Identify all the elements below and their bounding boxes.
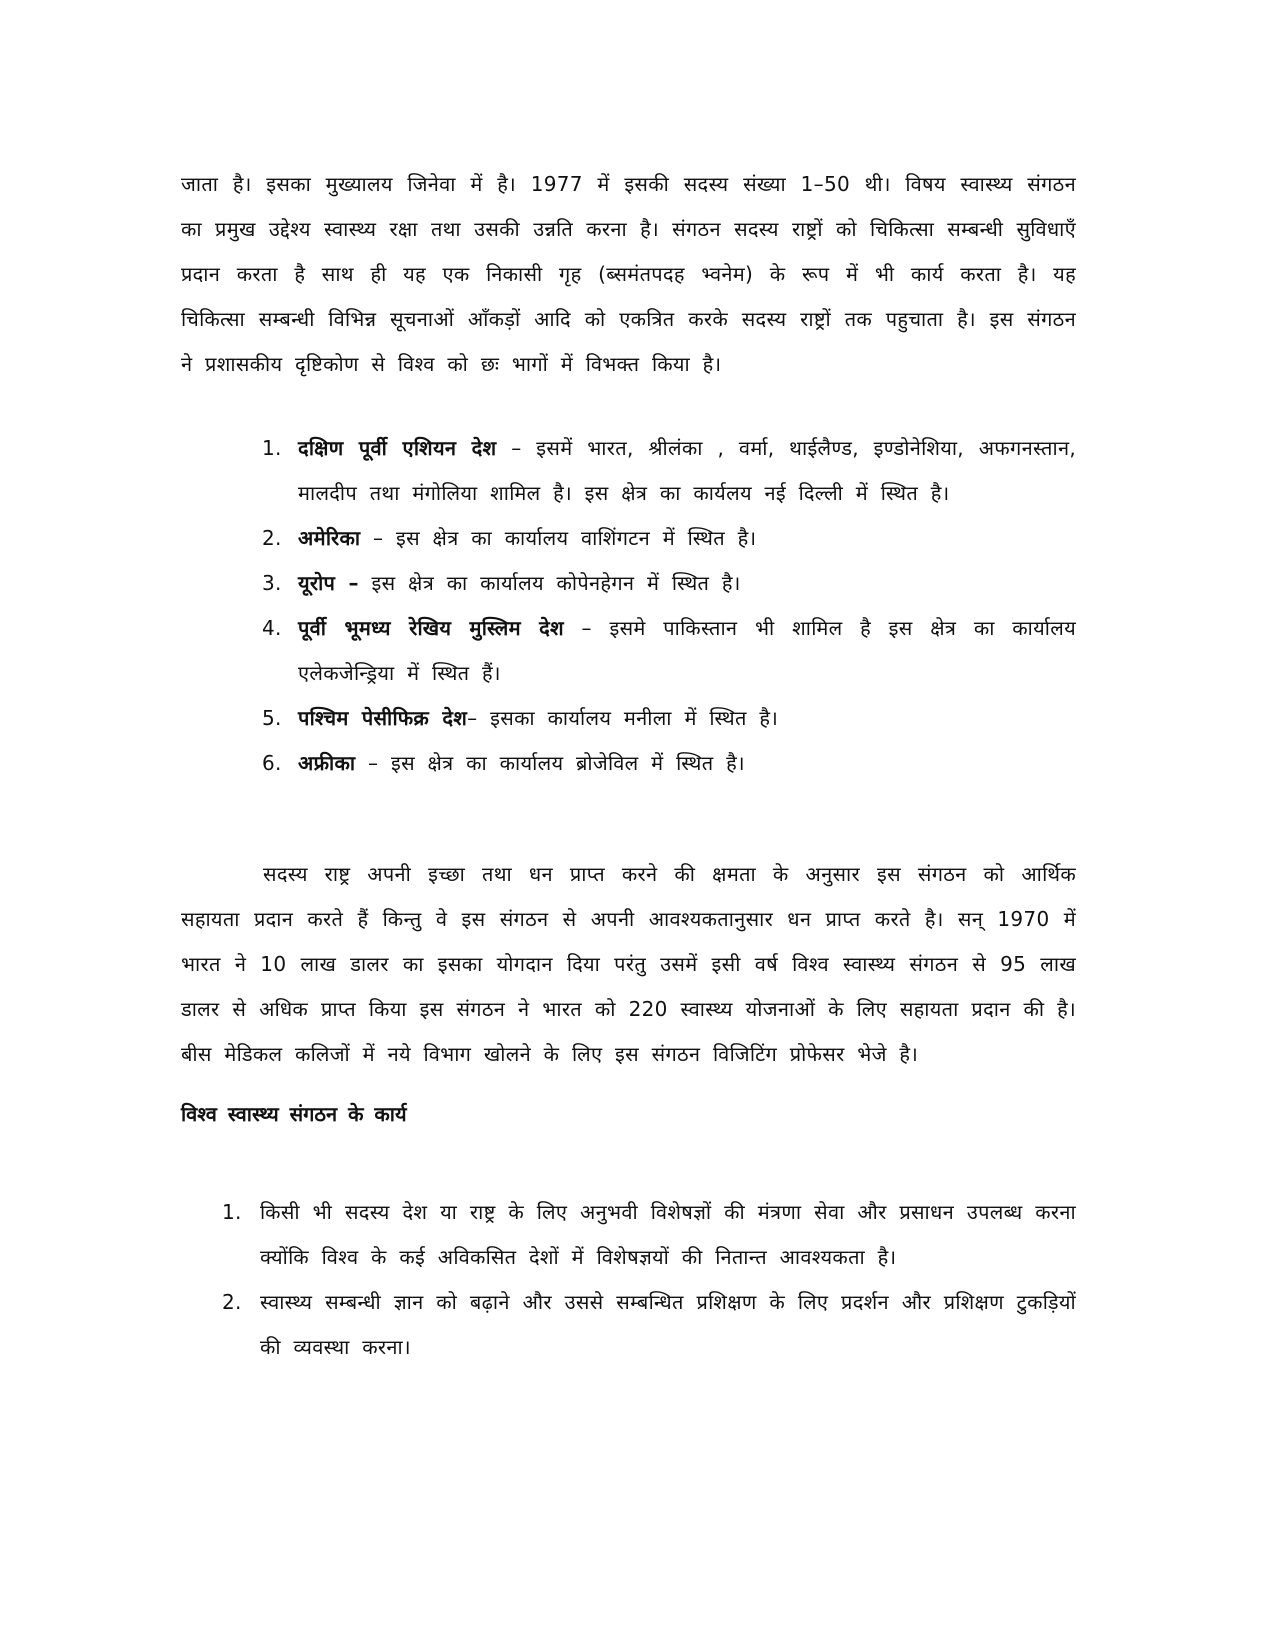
list-number: 5. bbox=[262, 706, 282, 730]
region-description: – इस क्षेत्र का कार्यालय ब्रोजेविल में स्थित है। bbox=[355, 751, 745, 775]
region-name: पूर्वी भूमध्य रेखिय मुस्लिम देश bbox=[298, 616, 564, 640]
region-description: – इसमें भारत, श्रीलंका , वर्मा, थाईलैण्ड, इण्डोनेशिया, अफगनस्तान, मालदीप तथा मंगोलिया शामिल है। इस क्षेत्र का कार्यलय नई दिल्ली में स्थित है। bbox=[298, 436, 1076, 505]
function-item bbox=[222, 1190, 1076, 1280]
region-item bbox=[262, 696, 1076, 741]
list-number: 3. bbox=[262, 571, 282, 595]
list-number: 6. bbox=[262, 751, 282, 775]
funding-paragraph: सदस्य राष्ट्र अपनी इच्छा तथा धन प्राप्त करने की क्षमता के अनुसार इस संगठन को आर्थिक सहायता प्रदान करते हैं किन्तु वे इस संगठन से अपनी आवश्यकतानुसार धन प्राप्त करते है। सन् 1970 में भारत ने 10 लाख डालर का इसका योगदान दिया परंतु उसमें इसी वर्ष विश्व स्वास्थ्य संगठन से 95 लाख डालर से अधिक प्राप्त किया इस संगठन ने भारत को 220 स्वास्थ्य योजनाओं के लिए सहायता प्रदान की है। बीस मेडिकल कलिजों में नये विभाग खोलने के लिए इस संगठन विजिटिंग प्रोफेसर भेजे है। bbox=[181, 862, 1076, 1066]
region-name: अमेरिका bbox=[298, 526, 361, 550]
region-name: यूरोप – bbox=[298, 571, 359, 595]
function-text: किसी भी सदस्य देश या राष्ट्र के लिए अनुभवी विशेषज्ञों की मंत्रणा सेवा और प्रसाधन उपलब्ध करना क्योंकि विश्व के कई अविकसित देशों में विशेषज्ञयों की नितान्त आवश्यकता है। bbox=[260, 1200, 1076, 1269]
list-number: 1. bbox=[222, 1200, 242, 1224]
region-item bbox=[262, 741, 1076, 786]
list-number: 2. bbox=[222, 1290, 242, 1314]
functions-heading: विश्व स्वास्थ्य संगठन के कार्य bbox=[181, 1102, 407, 1126]
list-number: 2. bbox=[262, 526, 282, 550]
functions-list bbox=[222, 1190, 1076, 1370]
region-name: दक्षिण पूर्वी एशियन देश bbox=[298, 436, 497, 460]
region-item bbox=[262, 606, 1076, 696]
region-name: अफ्रीका bbox=[298, 751, 356, 775]
region-description: – इस क्षेत्र का कार्यालय वाशिंगटन में स्थित है। bbox=[360, 526, 757, 550]
function-text: स्वास्थ्य सम्बन्धी ज्ञान को बढ़ाने और उससे सम्बन्धित प्रशिक्षण के लिए प्रदर्शन और प्रशिक्षण टुकड़ियों की व्यवस्था करना। bbox=[260, 1290, 1076, 1359]
list-number: 4. bbox=[262, 616, 282, 640]
region-description: – इसमे पाकिस्तान भी शामिल है इस क्षेत्र का कार्यालय एलेकजेन्ड्रिया में स्थित हैं। bbox=[298, 616, 1076, 685]
region-description: इस क्षेत्र का कार्यालय कोपेनहेगन में स्थित है। bbox=[358, 571, 741, 595]
list-number: 1. bbox=[262, 436, 282, 460]
region-item bbox=[262, 561, 1076, 606]
region-item bbox=[262, 516, 1076, 561]
function-item bbox=[222, 1280, 1076, 1370]
region-item bbox=[262, 426, 1076, 516]
region-name: पश्चिम पेसीफिक्र देश bbox=[298, 706, 468, 730]
intro-paragraph: जाता है। इसका मुख्यालय जिनेवा में है। 1977 में इसकी सदस्य संख्या 1–50 थी। विषय स्वास्थ्य संगठन का प्रमुख उद्देश्य स्वास्थ्य रक्षा तथा उसकी उन्नति करना है। संगठन सदस्य राष्ट्रों को चिकित्सा सम्बन्धी सुविधाएँ प्रदान करता है साथ ही यह एक निकासी गृह (ब्समंतपदह भ्वनेम) के रूप में भी कार्य करता है। यह चिकित्सा सम्बन्धी विभिन्न सूचनाओं आँकड़ों आदि को एकत्रित करके सदस्य राष्ट्रों तक पहुचाता है। इस संगठन ने प्रशासकीय दृष्टिकोण से विश्व को छः भागों में विभक्त किया है। bbox=[181, 172, 1076, 376]
regions-list bbox=[262, 426, 1076, 786]
region-description: – इसका कार्यालय मनीला में स्थित है। bbox=[467, 706, 779, 730]
